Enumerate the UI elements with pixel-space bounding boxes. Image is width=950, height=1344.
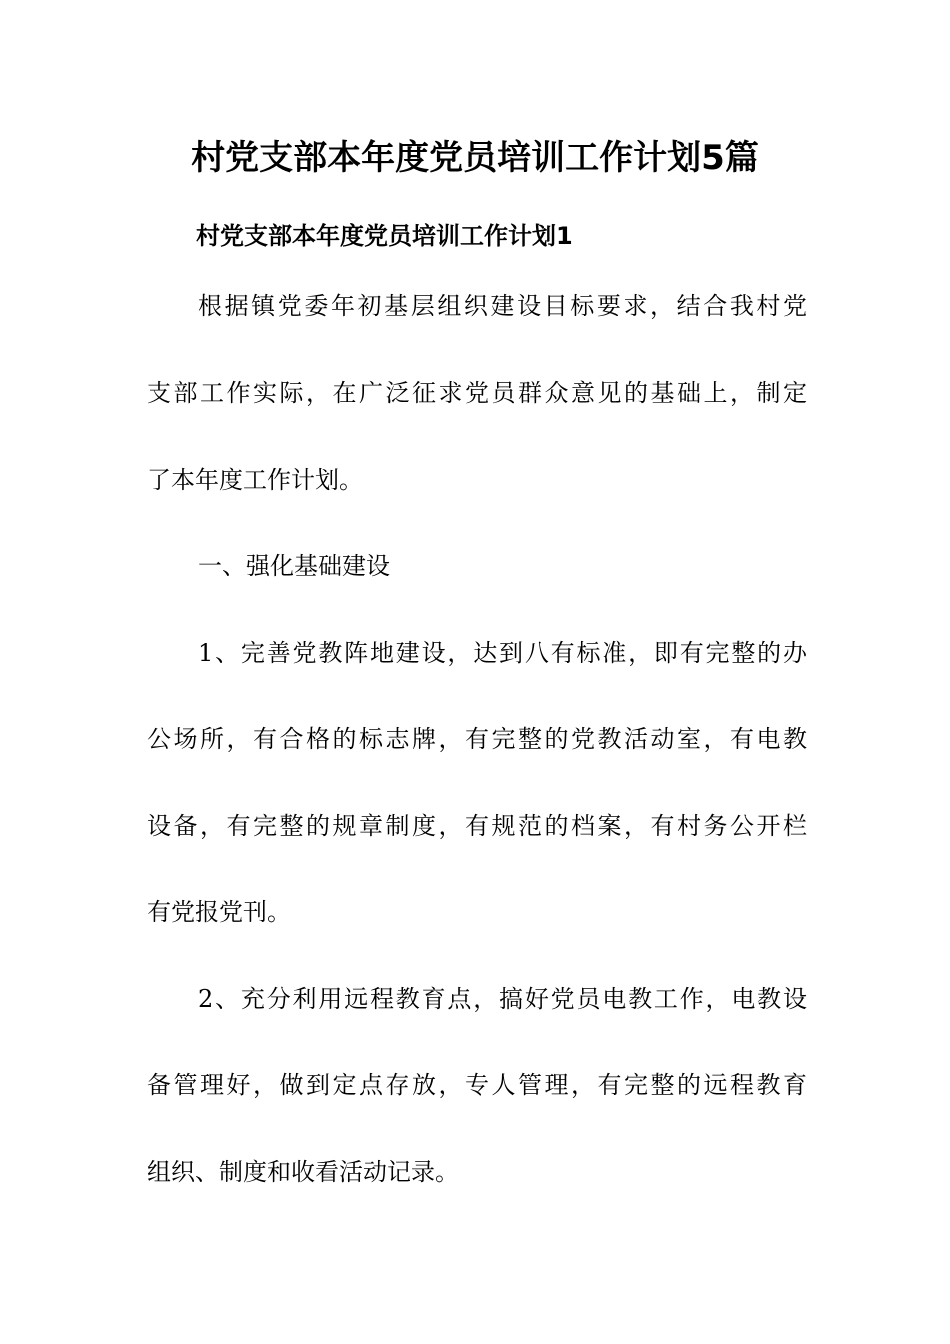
paragraph-line: 2、充分利用远程教育点，搞好党员电教工作，电教设 [198, 985, 807, 1013]
section-heading: 一、强化基础建设 [198, 552, 390, 580]
paragraph-line: 备管理好，做到定点存放，专人管理，有完整的远程教育 [147, 1071, 807, 1099]
paragraph-line: 组织、制度和收看活动记录。 [147, 1158, 459, 1186]
paragraph-line: 支部工作实际，在广泛征求党员群众意见的基础上，制定 [147, 379, 807, 407]
paragraph-line: 根据镇党委年初基层组织建设目标要求，结合我村党 [198, 292, 807, 320]
document-title: 村党支部本年度党员培训工作计划5篇 [191, 138, 759, 178]
paragraph-line: 有党报党刊。 [147, 898, 291, 926]
paragraph-line: 1、完善党教阵地建设，达到八有标准，即有完整的办 [198, 639, 807, 667]
paragraph-line: 公场所，有合格的标志牌，有完整的党教活动室，有电教 [147, 725, 807, 753]
section-subtitle: 村党支部本年度党员培训工作计划1 [196, 222, 573, 250]
paragraph-line: 了本年度工作计划。 [147, 466, 363, 494]
paragraph-line: 设备，有完整的规章制度，有规范的档案，有村务公开栏 [147, 812, 807, 840]
